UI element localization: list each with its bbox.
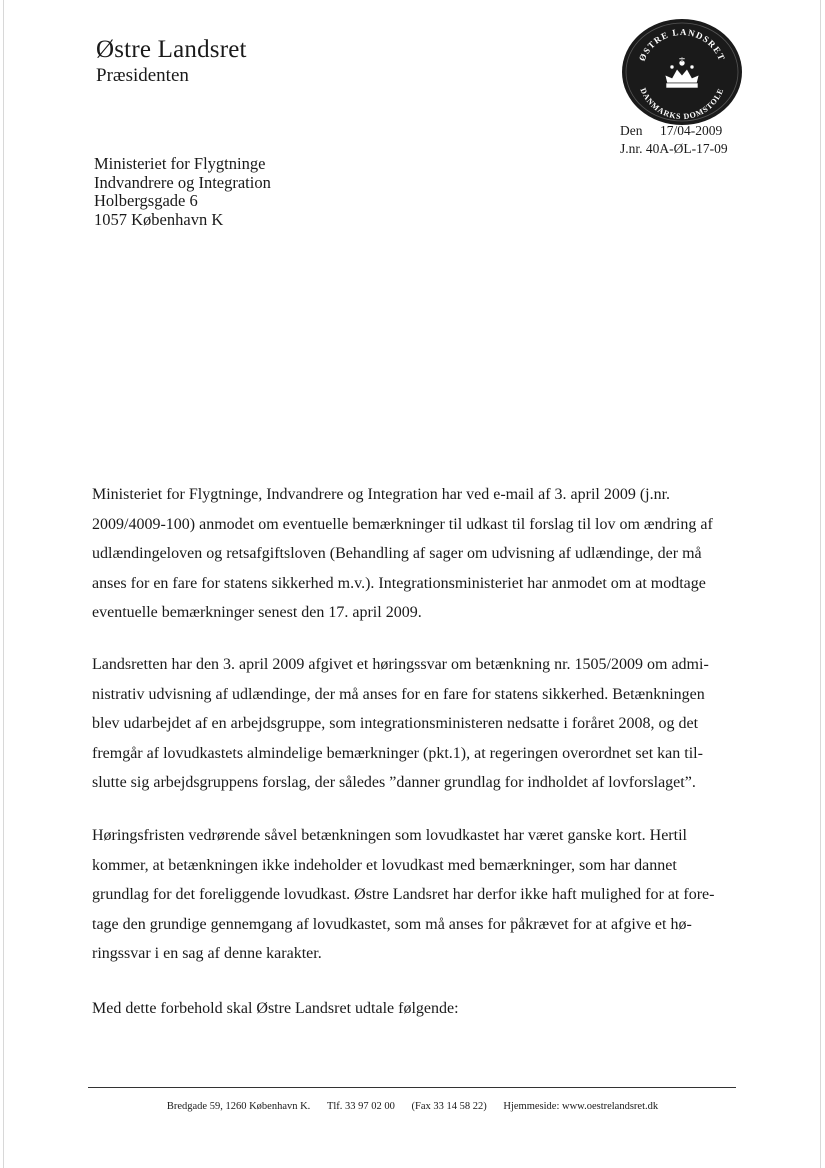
text-line: udlændingeloven og retsafgiftsloven (Behandling af sager om udvisning af udlændinge, der må	[92, 545, 702, 562]
paragraph	[92, 994, 459, 1024]
scan-edge-left	[3, 0, 4, 1168]
court-seal	[620, 17, 744, 127]
scan-edge-right	[820, 0, 821, 1168]
recipient-address	[94, 155, 271, 229]
text-line: anses for en fare for statens sikkerhed m.v.). Integrationsministeriet har anmodet om at modtage	[92, 574, 706, 592]
text-line: Landsretten har den 3. april 2009 afgivet et høringssvar om betænkning nr. 1505/2009 om admi-	[92, 656, 709, 673]
text-line: ringssvar i en sag af denne karakter.	[92, 945, 322, 962]
address-line: Indvandrere og Integration	[94, 172, 271, 192]
date-label: Den	[620, 123, 643, 138]
text-line: grundlag for det foreliggende lovudkast. Østre Landsret har derfor ikke haft mulighed for at fore-	[92, 886, 715, 903]
seal-top-text: ØSTRE LANDSRET	[636, 26, 728, 63]
seal-bottom-text: DANMARKS DOMSTOLE	[638, 86, 726, 122]
reference-block	[620, 122, 728, 158]
footer-phone: Tlf. 33 97 02 00	[326, 1101, 395, 1112]
text-line: kommer, at betænkningen ikke indeholder et lovudkast med bemærkninger, som har dannet	[92, 856, 677, 874]
paragraph	[92, 821, 714, 969]
text-line: slutte sig arbejdsgruppens forslag, der således ”danner grundlag for indholdet af lovforslaget”.	[92, 774, 696, 791]
text-line: Ministeriet for Flygtninge, Indvandrere og Integration har ved e-mail af 3. april 2009 (j.nr.	[92, 486, 671, 503]
text-line: fremgår af lovudkastets almindelige bemærkninger (pkt.1), at regeringen overordnet set kan til-	[92, 744, 703, 762]
case-number-value: 40A-ØL-17-09	[645, 141, 728, 156]
case-number-label: J.nr.	[620, 141, 643, 156]
footer-fax: (Fax 33 14 58 22)	[411, 1101, 487, 1112]
address-line: Ministeriet for Flygtninge	[94, 154, 266, 173]
footer-divider	[88, 1087, 736, 1088]
footer	[0, 1101, 825, 1112]
text-line: blev udarbejdet af en arbejdsgruppe, som integrationsministeren nedsatte i foråret 2008, og det	[92, 715, 699, 732]
address-line: 1057 København K	[94, 209, 224, 229]
paragraph	[92, 650, 709, 798]
text-line: Høringsfristen vedrørende såvel betænkningen som lovudkastet har været ganske kort. Hertil	[92, 827, 687, 844]
date-value: 17/04-2009	[660, 123, 723, 138]
text-line: eventuelle bemærkninger senest den 17. april 2009.	[92, 604, 422, 621]
footer-address: Bredgade 59, 1260 København K.	[166, 1101, 311, 1112]
court-name: Østre Landsret	[96, 36, 247, 63]
text-line: nistrativ udvisning af udlændinge, der må anses for en fare for statens sikkerhed. Betænkningen	[92, 685, 705, 703]
address-line: Holbergsgade 6	[94, 191, 198, 210]
footer-website: Hjemmeside: www.oestrelandsret.dk	[503, 1101, 659, 1112]
court-subtitle: Præsidenten	[96, 65, 189, 86]
text-line: 2009/4009-100) anmodet om eventuelle bemærkninger til udkast til forslag til lov om ændring af	[92, 515, 713, 533]
paragraph	[92, 480, 713, 628]
text-line: Med dette forbehold skal Østre Landsret udtale følgende:	[92, 1000, 459, 1017]
text-line: tage den grundige gennemgang af lovudkastet, som må anses for påkrævet for at afgive et hø-	[92, 915, 692, 933]
